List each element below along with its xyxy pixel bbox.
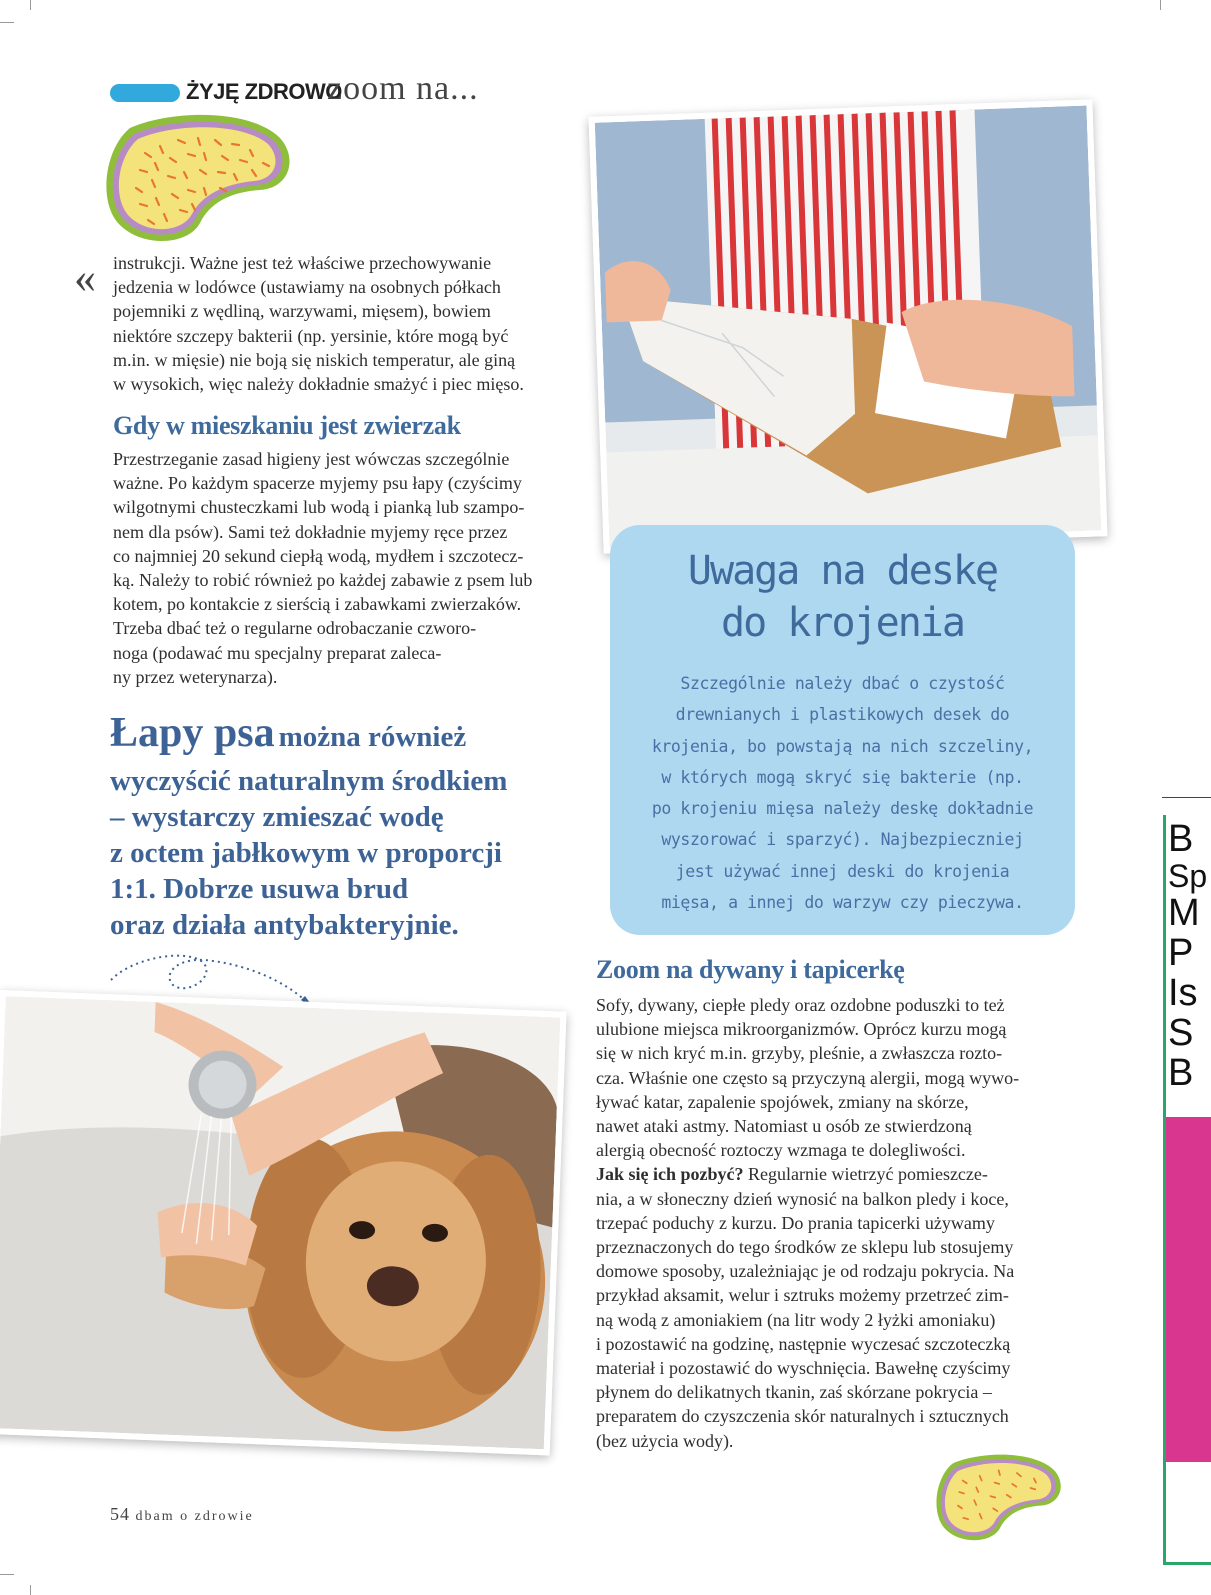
text-line: pojemniki z wędliną, warzywami, mięsem), bowiem xyxy=(113,301,491,322)
text-line: nawet ataki astmy. Natomiast u osób ze stwierdzoną xyxy=(596,1116,972,1137)
info-box-line: w których mogą skryć się bakterie (np. xyxy=(661,767,1024,787)
pet-section-text xyxy=(113,447,583,689)
text-line: nem dla psów). Sami też dokładnie myjemy ręce przez xyxy=(113,521,508,542)
text-line: przeznaczonych do tego środków ze sklepu lub stosujemy xyxy=(596,1237,1014,1258)
info-box-line: jest używać innej deski do krojenia xyxy=(675,861,1010,881)
pull-quote-line: 1:1. Dobrze usuwa brud xyxy=(110,873,409,905)
text-line: w wysokich, więc należy dokładnie smażyć i piec mięso. xyxy=(113,374,524,395)
pull-quote-line: wyczyścić naturalnym środkiem xyxy=(110,765,508,797)
dog-bath-photo xyxy=(0,990,567,1455)
info-box-line: krojenia, bo powstają na nich szczeliny, xyxy=(651,736,1034,756)
cutting-board-photo xyxy=(589,99,1108,553)
text-line: niektóre szczepy bakterii (np. yersinie, które mogą być xyxy=(113,325,509,346)
sprinkle-blob-icon xyxy=(100,108,300,248)
text-line: ważne. Po każdym spacerze myjemy psu łapy (czyścimy xyxy=(113,473,522,494)
crop-mark xyxy=(30,0,31,10)
text-line: ką. Należy to robić również po każdej zabawie z psem lub xyxy=(113,570,533,591)
text-span: Regularnie wietrzyć pomieszcze- xyxy=(743,1164,988,1185)
section-label: ŻYJĘ ZDROWO xyxy=(186,79,342,104)
text-line: Trzeba dbać też o regularne odrobaczanie czworo- xyxy=(113,618,477,639)
info-box-line: mięsa, a innej do warzyw czy pieczywa. xyxy=(661,893,1024,913)
text-line: ływać katar, zapalenie spojówek, zmiany na skórze, xyxy=(596,1091,969,1112)
upholstery-heading: Zoom na dywany i tapicerkę xyxy=(596,955,905,984)
pull-quote-lead: Łapy psa xyxy=(110,710,275,756)
magazine-name: dbam o zdrowie xyxy=(135,1509,254,1524)
side-clip-text xyxy=(1166,815,1211,1093)
crop-mark xyxy=(0,22,14,23)
text-line: trzepać poduchy z kurzu. Do prania tapicerki używamy xyxy=(596,1212,995,1233)
pull-quote-line: – wystarczy zmieszać wodę xyxy=(110,801,444,833)
bold-lead: Jak się ich pozbyć? xyxy=(596,1164,744,1185)
side-letter: P xyxy=(1168,932,1194,974)
text-line: ny przez weterynarza). xyxy=(113,666,278,687)
side-clip-panel xyxy=(1163,815,1211,1565)
side-letter: S xyxy=(1168,1012,1194,1054)
page-footer xyxy=(110,1504,254,1525)
text-line: ną wodą z amoniakiem (na litr wody 2 łyżki amoniaku) xyxy=(596,1309,996,1330)
upholstery-text xyxy=(596,993,1066,1453)
text-line: preparatem do czyszczenia skór naturalnych i sztucznych xyxy=(596,1406,1009,1427)
text-line: noga (podawać mu specjalny preparat zaleca- xyxy=(113,642,442,663)
text-line: cza. Właśnie one często są przyczyną alergii, mogą wywo- xyxy=(596,1067,1020,1088)
text-line: przykład aksamit, welur i sztruks możemy przetrzeć zim- xyxy=(596,1285,1009,1306)
text-line: jedzenia w lodówce (ustawiamy na osobnych półkach xyxy=(113,277,501,298)
text-line: kotem, po kontakcie z sierścią i zabawkami zwierzaków. xyxy=(113,594,522,615)
text-line: domowe sposoby, uzależniając je od rodzaju pokrycia. Na xyxy=(596,1261,1015,1282)
text-line: płynem do delikatnych tkanin, zaś skórzane pokrycia – xyxy=(596,1382,992,1403)
text-line: ulubione miejsca mikroorganizmów. Oprócz kurzu mogą xyxy=(596,1019,1007,1040)
crop-mark xyxy=(30,1585,31,1595)
text-line: (bez użycia wody). xyxy=(596,1430,734,1451)
text-line: nia, a w słoneczny dzień wynosić na balkon pledy i koce, xyxy=(596,1188,1009,1209)
crop-mark xyxy=(0,1574,14,1575)
info-box-text xyxy=(615,668,1070,918)
text-line: co najmniej 20 sekund ciepłą wodą, mydłem i szczotecz- xyxy=(113,545,524,566)
info-box-line: drewnianych i plastikowych desek do xyxy=(675,705,1010,725)
page-number: 54 xyxy=(110,1504,130,1524)
info-box-title-line: do krojenia xyxy=(721,600,964,646)
pull-quote xyxy=(110,712,580,943)
side-divider xyxy=(1162,797,1211,798)
info-box-line: po krojeniu mięsa należy deskę dokładnie xyxy=(651,799,1034,819)
side-letter: M xyxy=(1168,892,1200,934)
pet-section-heading: Gdy w mieszkaniu jest zwierzak xyxy=(113,411,461,440)
info-box-line: wyszorować i sparzyć). Najbezpieczniej xyxy=(661,830,1024,850)
text-line: Przestrzeganie zasad higieny jest wówczas szczególnie xyxy=(113,449,510,469)
text-line: alergią obecność roztoczy wzmaga te dolegliwości. xyxy=(596,1140,966,1161)
info-box-title-line: Uwaga na deskę xyxy=(687,548,998,594)
side-magenta-block xyxy=(1166,1117,1211,1462)
text-line: instrukcji. Ważne jest też właściwe przechowywanie xyxy=(113,253,492,273)
crop-mark xyxy=(1160,0,1161,10)
text-line: wilgotnymi chusteczkami lub wodą i pianką lub szampo- xyxy=(113,497,525,518)
text-line: się w nich kryć m.in. grzyby, pleśnie, a zwłaszcza rozto- xyxy=(596,1043,1003,1064)
pull-quote-line: z octem jabłkowym w proporcji xyxy=(110,837,502,869)
text-line: m.in. w mięsie) nie boją się niskich temperatur, ale giną xyxy=(113,349,516,370)
continuation-text xyxy=(113,251,583,396)
text-line xyxy=(596,1162,1066,1186)
section-accent-bar xyxy=(110,84,180,102)
text-line: Sofy, dywany, ciepłe pledy oraz ozdobne poduszki to też xyxy=(596,995,1005,1015)
text-line: materiał i pozostawić do wyschnięcia. Bawełnę czyścimy xyxy=(596,1358,1011,1379)
double-chevron-left-icon: « xyxy=(74,253,96,302)
section-zoom-label: zoom na... xyxy=(327,70,479,107)
info-box-line: Szczególnie należy dbać o czystość xyxy=(680,674,1005,693)
side-letter: Sp xyxy=(1168,858,1208,894)
pull-quote-line: można również xyxy=(278,721,467,753)
side-letter: Is xyxy=(1168,972,1198,1014)
side-letter: B xyxy=(1168,818,1194,860)
sprinkle-blob-icon xyxy=(930,1450,1070,1545)
text-line: i pozostawić na godzinę, następnie wyczesać szczoteczką xyxy=(596,1333,1011,1354)
pull-quote-line: oraz działa antybakteryjnie. xyxy=(110,909,459,941)
info-box-title xyxy=(610,545,1075,649)
side-letter: B xyxy=(1168,1052,1194,1094)
